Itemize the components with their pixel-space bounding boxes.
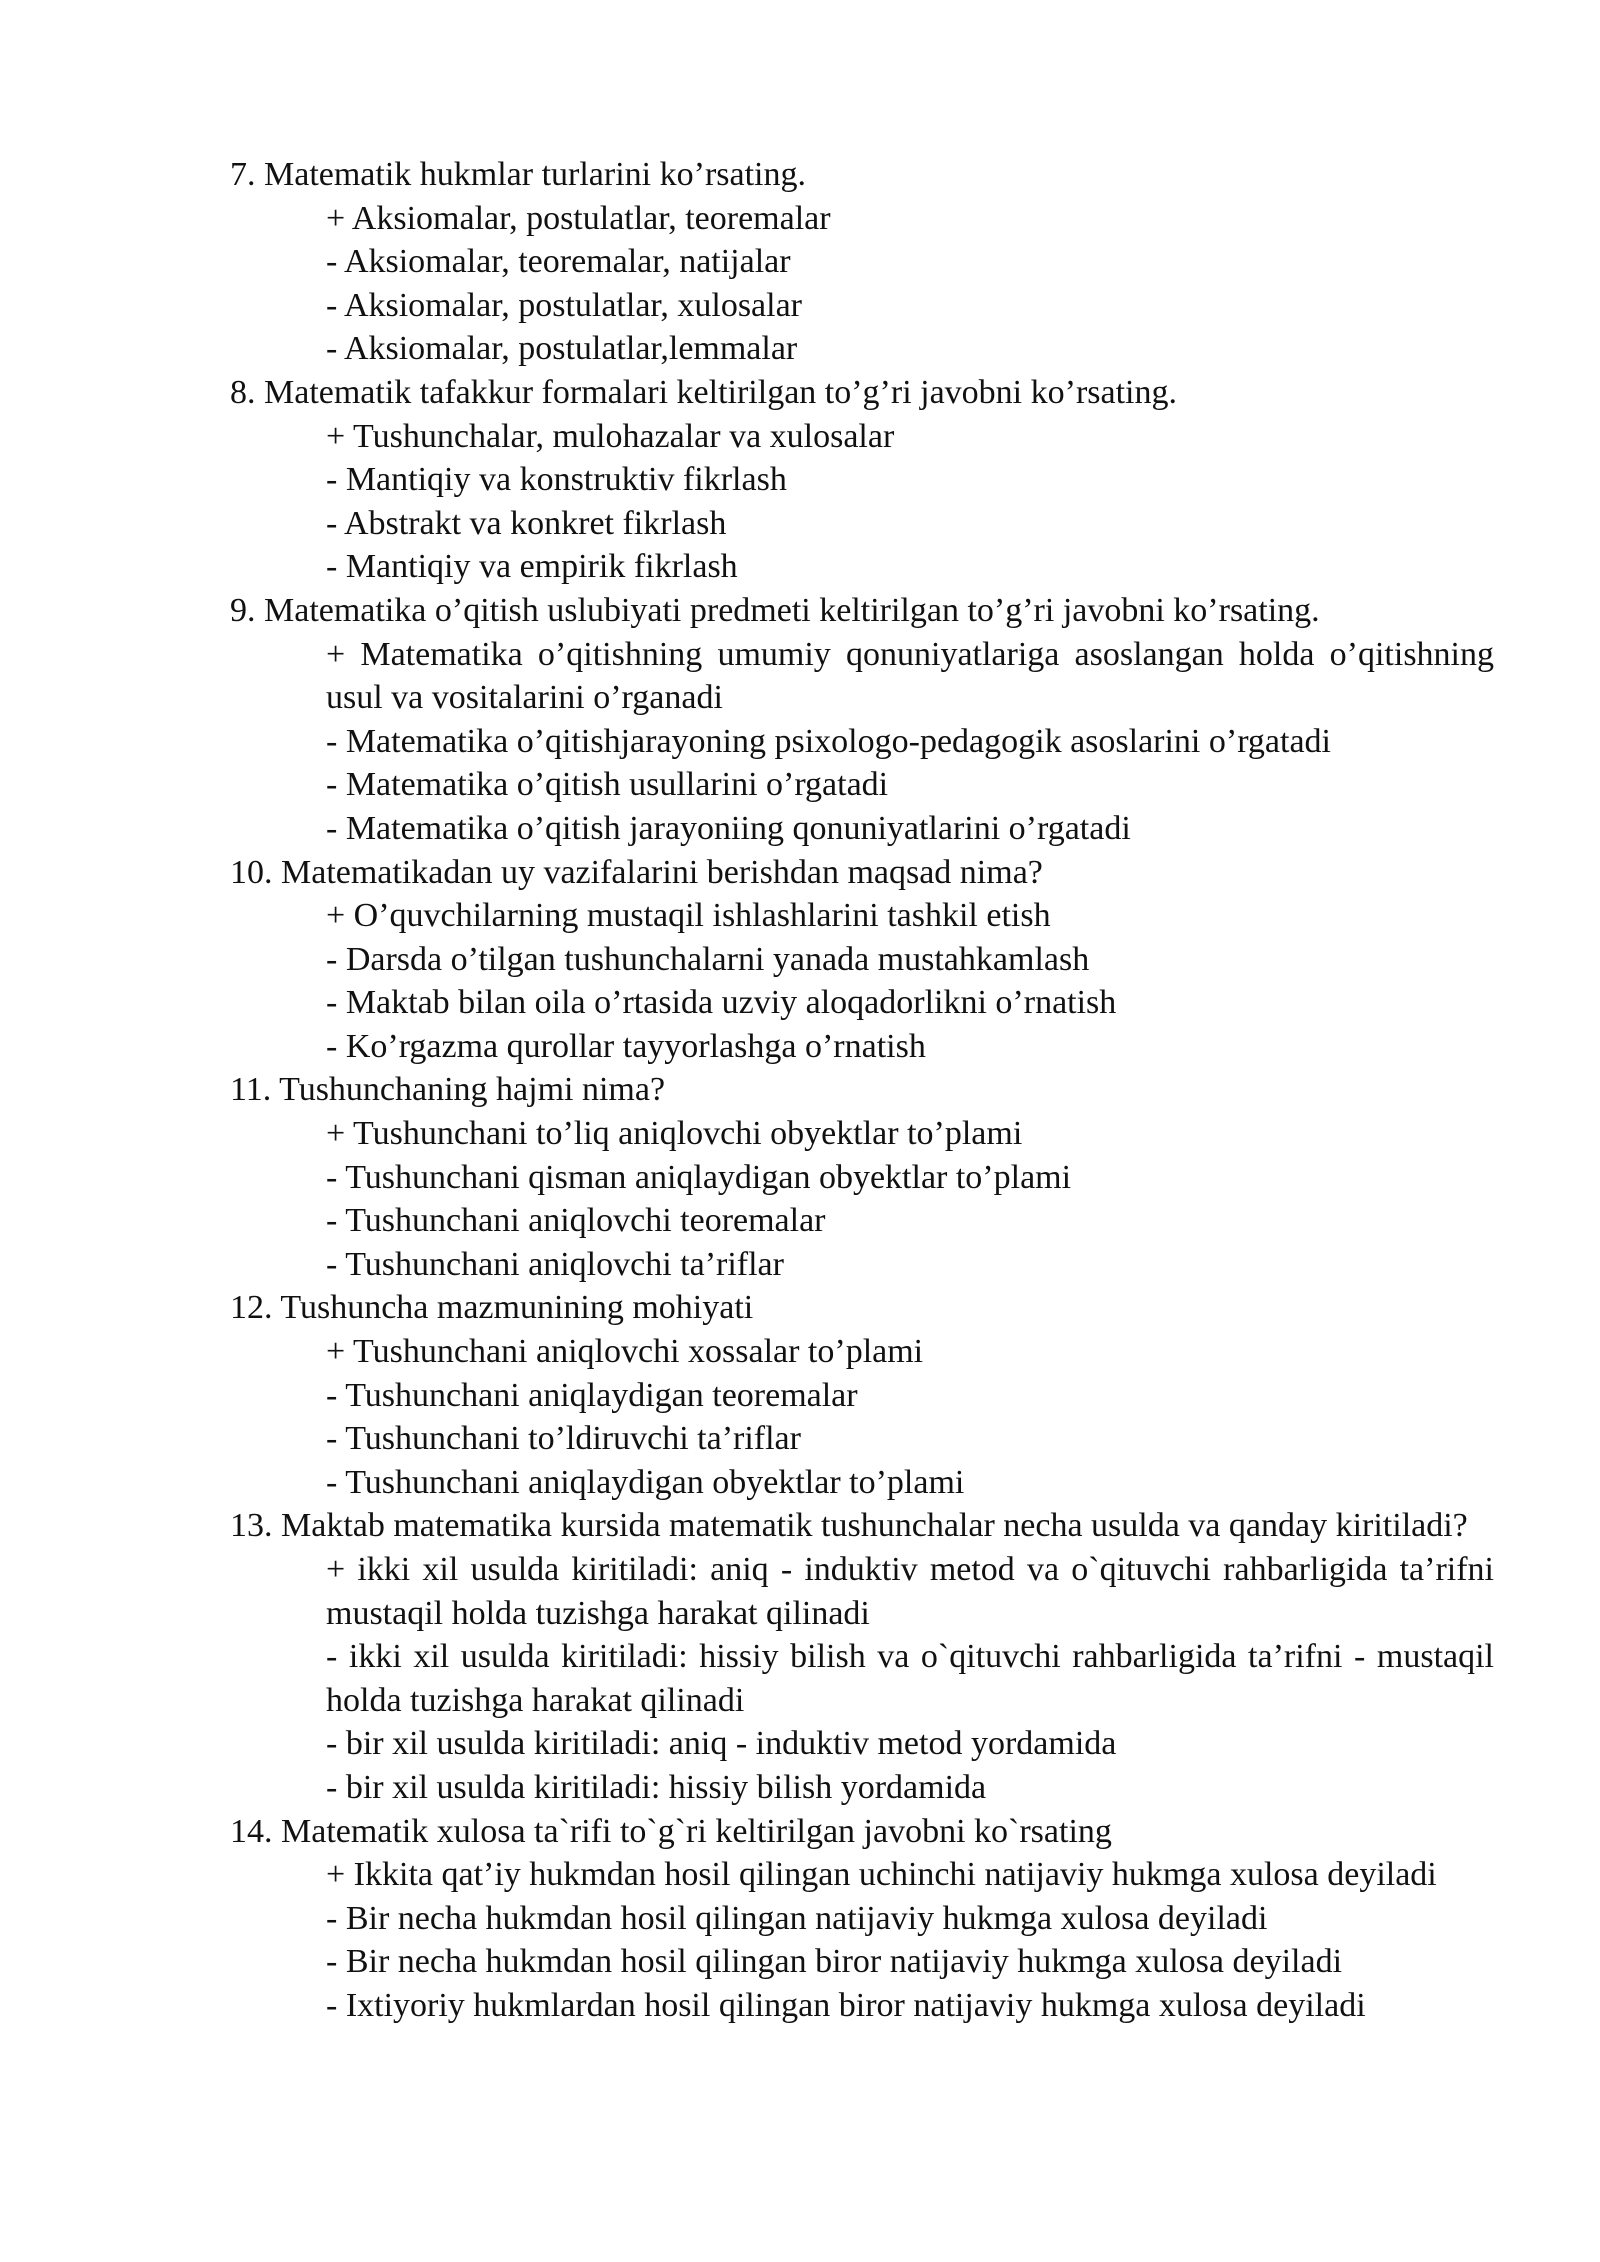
question-block-7 <box>230 153 1494 371</box>
question-text: 10. Matematikadan uy vazifalarini berishdan maqsad nima? <box>230 853 1043 891</box>
answer-option: - Aksiomalar, postulatlar,lemmalar <box>326 330 798 368</box>
answer-option-correct: + Tushunchalar, mulohazalar va xulosalar <box>326 417 895 455</box>
answer-option: - Ko’rgazma qurollar tayyorlashga o’rnatish <box>326 1027 926 1065</box>
answer-options <box>230 633 1494 851</box>
question-block-11 <box>230 1068 1494 1286</box>
answer-option: - bir xil usulda kiritiladi: aniq - induktiv metod yordamida <box>326 1725 1117 1763</box>
answer-options <box>230 197 1494 371</box>
answer-option-correct: + Ikkita qat’iy hukmdan hosil qilingan uchinchi natijaviy hukmga xulosa deyiladi <box>326 1856 1437 1894</box>
answer-option: - Matematika o’qitish usullarini o’rgatadi <box>326 766 889 804</box>
answer-option: - Tushunchani aniqlaydigan obyektlar to’plami <box>326 1463 965 1501</box>
question-block-10 <box>230 851 1494 1069</box>
question-text: 13. Maktab matematika kursida matematik tushunchalar necha usulda va qanday kiritiladi? <box>230 1507 1468 1545</box>
answer-options <box>230 1853 1494 2027</box>
question-block-12 <box>230 1286 1494 1504</box>
question-text: 14. Matematik xulosa ta`rifi to`g`ri keltirilgan javobni ko`rsating <box>230 1812 1112 1850</box>
answer-option: - Abstrakt va konkret fikrlash <box>326 504 727 542</box>
answer-options <box>230 1548 1494 1810</box>
question-block-14 <box>230 1810 1494 2028</box>
document-page <box>230 153 1494 2028</box>
answer-option: - Darsda o’tilgan tushunchalarni yanada mustahkamlash <box>326 940 1090 978</box>
answer-option: - Tushunchani aniqlaydigan teoremalar <box>326 1376 858 1414</box>
answer-options <box>230 894 1494 1068</box>
answer-option: - Tushunchani aniqlovchi ta’riflar <box>326 1245 784 1283</box>
question-text: 8. Matematik tafakkur formalari keltirilgan to’g’ri javobni ko’rsating. <box>230 373 1177 411</box>
answer-option: - Mantiqiy va empirik fikrlash <box>326 548 738 586</box>
answer-option-correct: + Tushunchani to’liq aniqlovchi obyektlar to’plami <box>326 1115 1023 1153</box>
question-text: 7. Matematik hukmlar turlarini ko’rsating. <box>230 156 806 193</box>
answer-option: - Aksiomalar, postulatlar, xulosalar <box>326 286 802 324</box>
answer-option: - Matematika o’qitishjarayoning psixologo-pedagogik asoslarini o’rgatadi <box>326 722 1331 760</box>
answer-option: - bir xil usulda kiritiladi: hissiy bilish yordamida <box>326 1768 987 1806</box>
question-block-13 <box>230 1504 1494 1809</box>
question-text: 9. Matematika o’qitish uslubiyati predmeti keltirilgan to’g’ri javobni ko’rsating. <box>230 591 1320 629</box>
answer-options <box>230 1112 1494 1286</box>
answer-option: - Tushunchani aniqlovchi teoremalar <box>326 1202 826 1240</box>
answer-option: - Tushunchani to’ldiruvchi ta’riflar <box>326 1420 801 1458</box>
answer-option-correct: + Matematika o’qitishning umumiy qonuniyatlariga asoslangan holda o’qitishning usul va vositalarini o’rganadi <box>326 635 1494 717</box>
answer-option: - Maktab bilan oila o’rtasida uzviy aloqadorlikni o’rnatish <box>326 984 1117 1022</box>
question-block-9 <box>230 589 1494 851</box>
answer-option-correct: + ikki xil usulda kiritiladi: aniq - induktiv metod va o`qituvchi rahbarligida ta’rifni mustaqil holda tuzishga harakat qilinadi <box>326 1551 1494 1632</box>
question-block-8 <box>230 371 1494 589</box>
answer-option: - Matematika o’qitish jarayoniing qonuniyatlarini o’rgatadi <box>326 809 1131 847</box>
answer-option-correct: + O’quvchilarning mustaqil ishlashlarini tashkil etish <box>326 897 1051 935</box>
answer-option: - Bir necha hukmdan hosil qilingan natijaviy hukmga xulosa deyiladi <box>326 1899 1268 1937</box>
answer-option-correct: + Tushunchani aniqlovchi xossalar to’plami <box>326 1333 924 1371</box>
answer-option: - Aksiomalar, teoremalar, natijalar <box>326 243 791 281</box>
answer-option: - Ixtiyoriy hukmlardan hosil qilingan biror natijaviy hukmga xulosa deyiladi <box>326 1986 1366 2024</box>
answer-option: - Tushunchani qisman aniqlaydigan obyektlar to’plami <box>326 1158 1072 1196</box>
answer-option: - Bir necha hukmdan hosil qilingan biror natijaviy hukmga xulosa deyiladi <box>326 1943 1343 1981</box>
answer-options <box>230 1330 1494 1504</box>
answer-option: - ikki xil usulda kiritiladi: hissiy bilish va o`qituvchi rahbarligida ta’rifni - mustaqil holda tuzishga harakat qilinadi <box>326 1638 1494 1719</box>
answer-option: - Mantiqiy va konstruktiv fikrlash <box>326 461 787 499</box>
question-text: 12. Tushuncha mazmunining mohiyati <box>230 1289 754 1327</box>
answer-option-correct: + Aksiomalar, postulatlar, teoremalar <box>326 199 831 237</box>
answer-options <box>230 415 1494 589</box>
question-text: 11. Tushunchaning hajmi nima? <box>230 1071 666 1109</box>
